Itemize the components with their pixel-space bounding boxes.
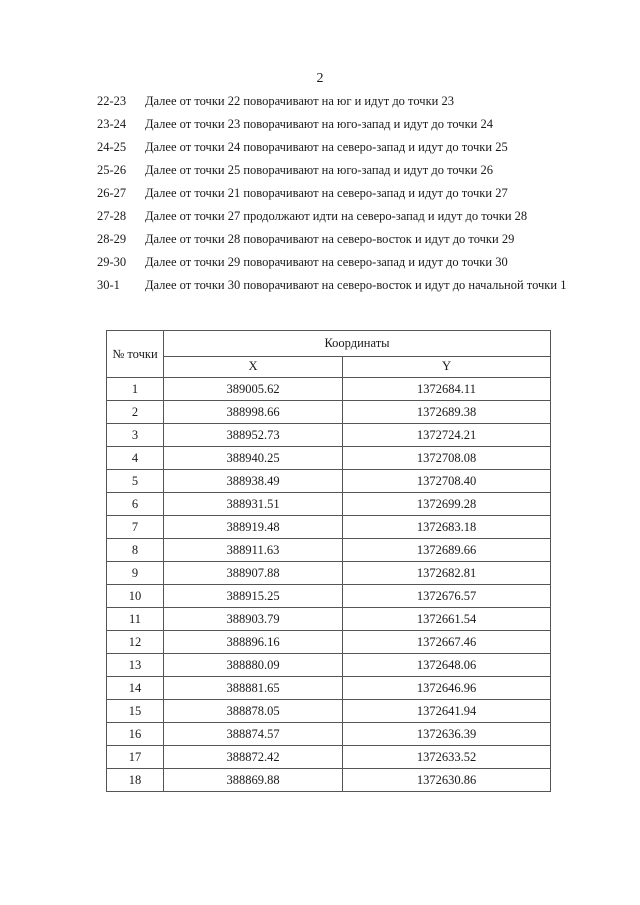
coordinates-header: Координаты xyxy=(164,331,551,357)
segment-description-list xyxy=(97,93,589,294)
segment-text: Далее от точки 28 поворачивают на северо-восток и идут до точки 29 xyxy=(145,232,515,246)
x-coordinate-cell: 388907.88 xyxy=(164,562,343,585)
point-number-cell: 14 xyxy=(107,677,164,700)
table-row xyxy=(107,378,551,401)
segment-code: 29-30 xyxy=(97,255,127,269)
y-coordinate-cell: 1372648.06 xyxy=(343,654,551,677)
x-coordinate-cell: 388880.09 xyxy=(164,654,343,677)
table-row xyxy=(107,585,551,608)
point-number-cell: 9 xyxy=(107,562,164,585)
y-coordinate-cell: 1372646.96 xyxy=(343,677,551,700)
x-coordinate-cell: 388952.73 xyxy=(164,424,343,447)
segment-code: 22-23 xyxy=(97,94,127,108)
x-coordinate-cell: 388938.49 xyxy=(164,470,343,493)
segment-text: Далее от точки 22 поворачивают на юг и идут до точки 23 xyxy=(145,94,454,108)
point-number-cell: 4 xyxy=(107,447,164,470)
point-number-cell: 18 xyxy=(107,769,164,792)
segment-text: Далее от точки 25 поворачивают на юго-запад и идут до точки 26 xyxy=(145,163,493,177)
x-coordinate-cell: 388881.65 xyxy=(164,677,343,700)
table-row xyxy=(107,424,551,447)
table-row xyxy=(107,769,551,792)
y-coordinate-cell: 1372699.28 xyxy=(343,493,551,516)
x-coordinate-cell: 388872.42 xyxy=(164,746,343,769)
segment-line xyxy=(97,162,589,185)
y-coordinate-cell: 1372708.40 xyxy=(343,470,551,493)
y-coordinate-cell: 1372684.11 xyxy=(343,378,551,401)
y-coordinate-cell: 1372724.21 xyxy=(343,424,551,447)
table-row xyxy=(107,723,551,746)
y-coordinate-cell: 1372689.38 xyxy=(343,401,551,424)
table-row xyxy=(107,470,551,493)
segment-code: 26-27 xyxy=(97,186,127,200)
y-coordinate-cell: 1372708.08 xyxy=(343,447,551,470)
table-row xyxy=(107,654,551,677)
segment-text: Далее от точки 27 продолжают идти на северо-запад и идут до точки 28 xyxy=(145,209,528,223)
segment-code: 24-25 xyxy=(97,140,127,154)
point-number-cell: 3 xyxy=(107,424,164,447)
y-coordinate-cell: 1372667.46 xyxy=(343,631,551,654)
point-number-cell: 15 xyxy=(107,700,164,723)
x-coordinate-cell: 388919.48 xyxy=(164,516,343,539)
segment-code: 25-26 xyxy=(97,163,127,177)
x-column-header: X xyxy=(164,356,343,377)
x-coordinate-cell: 388940.25 xyxy=(164,447,343,470)
point-number-cell: 16 xyxy=(107,723,164,746)
y-coordinate-cell: 1372682.81 xyxy=(343,562,551,585)
x-coordinate-cell: 388931.51 xyxy=(164,493,343,516)
x-coordinate-cell: 388896.16 xyxy=(164,631,343,654)
y-coordinate-cell: 1372630.86 xyxy=(343,769,551,792)
segment-text: Далее от точки 21 поворачивают на северо-запад и идут до точки 27 xyxy=(145,186,508,200)
segment-text: Далее от точки 30 поворачивают на северо-восток и идут до начальной точки 1 xyxy=(145,278,567,292)
y-coordinate-cell: 1372683.18 xyxy=(343,516,551,539)
point-number-cell: 11 xyxy=(107,608,164,631)
coordinates-table-body xyxy=(107,378,551,792)
y-coordinate-cell: 1372689.66 xyxy=(343,539,551,562)
point-number-cell: 13 xyxy=(107,654,164,677)
table-row xyxy=(107,677,551,700)
x-coordinate-cell: 388878.05 xyxy=(164,700,343,723)
segment-code: 27-28 xyxy=(97,209,127,223)
y-column-header: Y xyxy=(343,356,551,377)
point-number-cell: 10 xyxy=(107,585,164,608)
segment-text: Далее от точки 23 поворачивают на юго-запад и идут до точки 24 xyxy=(145,117,493,131)
y-coordinate-cell: 1372641.94 xyxy=(343,700,551,723)
segment-text: Далее от точки 29 поворачивают на северо-запад и идут до точки 30 xyxy=(145,255,508,269)
x-coordinate-cell: 388998.66 xyxy=(164,401,343,424)
table-row xyxy=(107,493,551,516)
point-number-header: № точки xyxy=(107,331,164,378)
segment-code: 28-29 xyxy=(97,232,127,246)
segment-line xyxy=(97,93,589,116)
table-row xyxy=(107,608,551,631)
point-number-cell: 7 xyxy=(107,516,164,539)
segment-code: 23-24 xyxy=(97,117,127,131)
table-row xyxy=(107,516,551,539)
point-number-cell: 8 xyxy=(107,539,164,562)
segment-line xyxy=(97,116,589,139)
segment-line xyxy=(97,254,589,277)
point-number-cell: 12 xyxy=(107,631,164,654)
y-coordinate-cell: 1372633.52 xyxy=(343,746,551,769)
table-row xyxy=(107,562,551,585)
x-coordinate-cell: 389005.62 xyxy=(164,378,343,401)
segment-line xyxy=(97,185,589,208)
segment-code: 30-1 xyxy=(97,278,120,292)
point-number-cell: 17 xyxy=(107,746,164,769)
point-number-cell: 2 xyxy=(107,401,164,424)
x-coordinate-cell: 388869.88 xyxy=(164,769,343,792)
x-coordinate-cell: 388915.25 xyxy=(164,585,343,608)
segment-line xyxy=(97,231,589,254)
y-coordinate-cell: 1372676.57 xyxy=(343,585,551,608)
point-number-cell: 1 xyxy=(107,378,164,401)
segment-line xyxy=(97,139,589,162)
coordinates-table xyxy=(106,330,551,792)
table-row xyxy=(107,447,551,470)
y-coordinate-cell: 1372661.54 xyxy=(343,608,551,631)
page-number: 2 xyxy=(316,71,324,86)
segment-text: Далее от точки 24 поворачивают на северо-запад и идут до точки 25 xyxy=(145,140,508,154)
point-number-cell: 6 xyxy=(107,493,164,516)
y-coordinate-cell: 1372636.39 xyxy=(343,723,551,746)
table-row xyxy=(107,746,551,769)
table-row xyxy=(107,539,551,562)
x-coordinate-cell: 388874.57 xyxy=(164,723,343,746)
point-number-cell: 5 xyxy=(107,470,164,493)
segment-line xyxy=(97,277,589,294)
x-coordinate-cell: 388911.63 xyxy=(164,539,343,562)
segment-line xyxy=(97,208,589,231)
x-coordinate-cell: 388903.79 xyxy=(164,608,343,631)
table-row xyxy=(107,401,551,424)
table-row xyxy=(107,631,551,654)
table-row xyxy=(107,700,551,723)
